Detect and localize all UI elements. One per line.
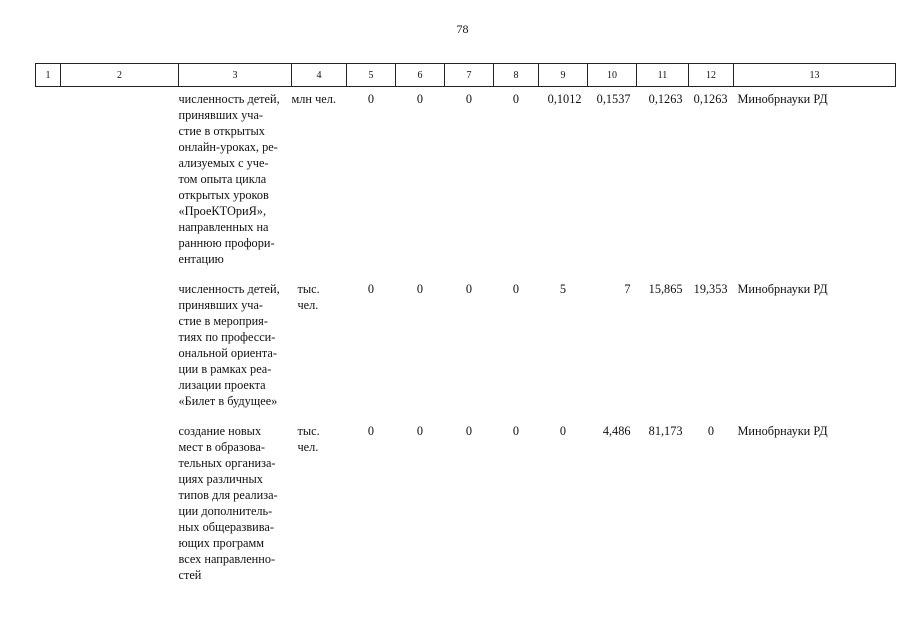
indicator-description <box>179 277 292 409</box>
value-cell: 0 <box>512 282 520 296</box>
column-header: 9 <box>539 64 588 87</box>
value-cell: 0 <box>465 424 473 438</box>
value-cell: 0 <box>367 282 375 296</box>
table-row <box>36 277 896 409</box>
value-cell: 5 <box>559 282 567 296</box>
value-cell: 4,486 <box>602 424 631 438</box>
value-cell: 15,865 <box>648 282 683 296</box>
value-cell: 0 <box>512 424 520 438</box>
column-header: 7 <box>445 64 494 87</box>
column-header: 1 <box>36 64 61 87</box>
desc-line: численность детей, <box>178 282 280 296</box>
desc-line: создание новых <box>178 424 262 438</box>
value-cell: 7 <box>624 282 631 296</box>
desc-line: стей <box>178 568 202 582</box>
desc-line: стие в мероприя- <box>178 314 268 328</box>
indicator-description <box>179 419 292 583</box>
desc-line: ональной ориента- <box>178 346 277 360</box>
desc-line: ции дополнитель- <box>178 504 273 518</box>
value-cell: 0 <box>416 282 424 296</box>
desc-line: ции в рамках реа- <box>178 362 272 376</box>
value-cell: 0,1263 <box>648 92 683 106</box>
unit-cell: тыс. чел. <box>297 282 320 312</box>
column-header: 5 <box>347 64 396 87</box>
desc-line: ализуемых с уче- <box>178 156 269 170</box>
column-header: 8 <box>494 64 539 87</box>
value-cell: 19,353 <box>693 282 728 296</box>
unit-cell: тыс. чел. <box>297 424 320 454</box>
desc-line: всех направленно- <box>178 552 276 566</box>
value-cell: 0 <box>465 92 473 106</box>
indicators-table <box>35 63 896 583</box>
column-header: 12 <box>689 64 734 87</box>
column-header: 2 <box>61 64 179 87</box>
desc-line: тиях по професси- <box>178 330 276 344</box>
desc-line: раннюю профори- <box>178 236 275 250</box>
column-header: 11 <box>637 64 689 87</box>
value-cell: 0 <box>416 92 424 106</box>
desc-line: открытых уроков <box>178 188 269 202</box>
desc-line: ющих программ <box>178 536 265 550</box>
header-row <box>36 64 896 87</box>
desc-line: «Билет в будущее» <box>178 394 278 408</box>
desc-line: стие в открытых <box>178 124 265 138</box>
column-header: 3 <box>179 64 292 87</box>
value-cell: 0 <box>559 424 567 438</box>
value-cell: 0,1263 <box>693 92 728 106</box>
value-cell: 0,1537 <box>596 92 631 106</box>
responsible-cell: Минобрнауки РД <box>737 282 828 296</box>
value-cell: 0 <box>367 424 375 438</box>
column-header: 4 <box>292 64 347 87</box>
indicator-description <box>179 87 292 268</box>
desc-line: ентацию <box>178 252 224 266</box>
table-row <box>36 419 896 583</box>
column-header: 6 <box>396 64 445 87</box>
desc-line: лизации проекта <box>178 378 266 392</box>
value-cell: 0,1012 <box>547 92 582 106</box>
value-cell: 0 <box>367 92 375 106</box>
value-cell: 0 <box>512 92 520 106</box>
desc-line: циях различных <box>178 472 263 486</box>
table-row <box>36 87 896 268</box>
desc-line: онлайн-уроках, ре- <box>178 140 278 154</box>
value-cell: 81,173 <box>648 424 683 438</box>
column-header: 10 <box>588 64 637 87</box>
column-header: 13 <box>734 64 896 87</box>
value-cell: 0 <box>707 424 715 438</box>
value-cell: 0 <box>465 282 473 296</box>
responsible-cell: Минобрнауки РД <box>737 92 828 106</box>
page-number: 78 <box>456 22 469 36</box>
desc-line: том опыта цикла <box>178 172 267 186</box>
desc-line: «ПроеКТОриЯ», <box>178 204 267 218</box>
desc-line: направленных на <box>178 220 269 234</box>
desc-line: принявших уча- <box>178 108 264 122</box>
unit-cell: млн чел. <box>291 92 336 106</box>
value-cell: 0 <box>416 424 424 438</box>
desc-line: принявших уча- <box>178 298 264 312</box>
desc-line: тельных организа- <box>178 456 276 470</box>
desc-line: ных общеразвива- <box>178 520 274 534</box>
desc-line: типов для реализа- <box>178 488 278 502</box>
desc-line: мест в образова- <box>178 440 265 454</box>
responsible-cell: Минобрнауки РД <box>737 424 828 438</box>
desc-line: численность детей, <box>178 92 280 106</box>
